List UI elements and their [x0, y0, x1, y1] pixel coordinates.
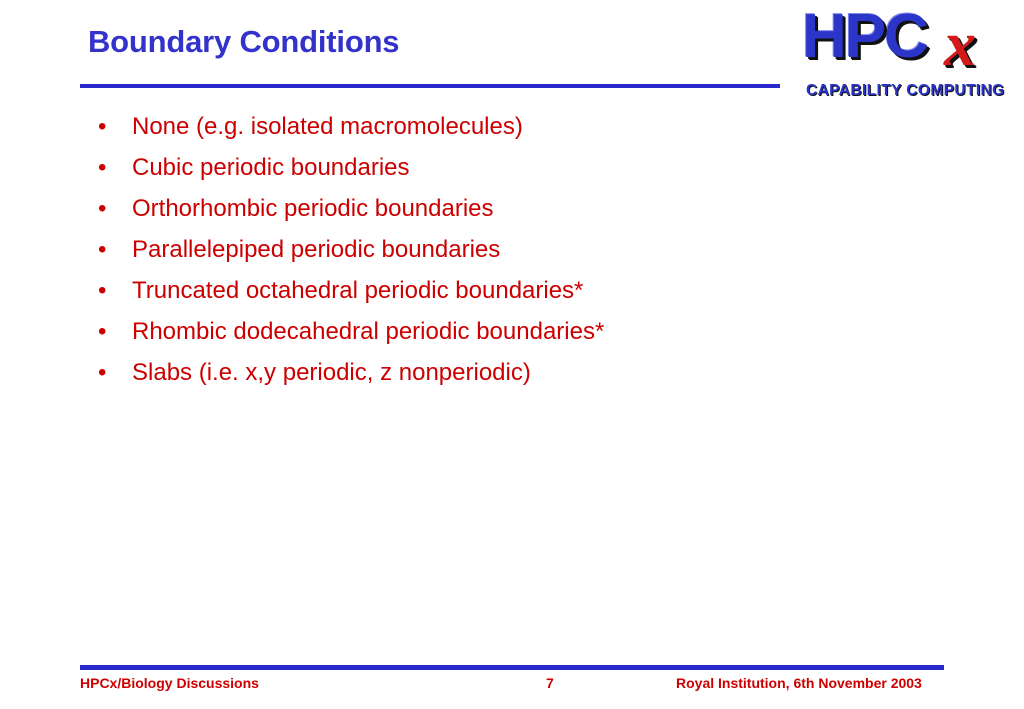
bullet-item: [98, 313, 604, 354]
bullet-item: [98, 231, 604, 272]
bullet-dot-icon: •: [98, 154, 107, 181]
bullet-dot-icon: •: [98, 359, 107, 386]
bullet-text: None (e.g. isolated macromolecules): [132, 113, 523, 140]
footer-left-text: HPCx/Biology Discussions: [80, 675, 259, 691]
bullet-list: [98, 108, 604, 395]
bullet-text: Cubic periodic boundaries: [132, 154, 410, 181]
logo-x: x: [944, 8, 976, 79]
title-underline: [80, 84, 780, 88]
slide-title: Boundary Conditions: [88, 24, 400, 59]
bullet-dot-icon: •: [98, 236, 107, 263]
bullet-text: Orthorhombic periodic boundaries: [132, 195, 494, 222]
bullet-item: [98, 354, 604, 395]
logo-letters: HPC: [802, 2, 927, 71]
bullet-text: Rhombic dodecahedral periodic boundaries*: [132, 318, 605, 345]
bullet-dot-icon: •: [98, 113, 107, 140]
bullet-item: [98, 272, 604, 313]
bullet-dot-icon: •: [98, 195, 107, 222]
bullet-dot-icon: •: [98, 318, 107, 345]
bullet-text: Slabs (i.e. x,y periodic, z nonperiodic): [132, 359, 531, 386]
hpcx-logo: [802, 2, 1012, 104]
bullet-text: Truncated octahedral periodic boundaries*: [132, 277, 584, 304]
bullet-item: [98, 190, 604, 231]
bullet-item: [98, 149, 604, 190]
footer-rule: [80, 665, 944, 670]
bullet-item: [98, 108, 604, 149]
footer-right-text: Royal Institution, 6th November 2003: [676, 675, 922, 691]
bullet-dot-icon: •: [98, 277, 107, 304]
logo-subtitle: CAPABILITY COMPUTING: [806, 82, 1005, 99]
page-number: 7: [546, 675, 554, 691]
bullet-text: Parallelepiped periodic boundaries: [132, 236, 501, 263]
